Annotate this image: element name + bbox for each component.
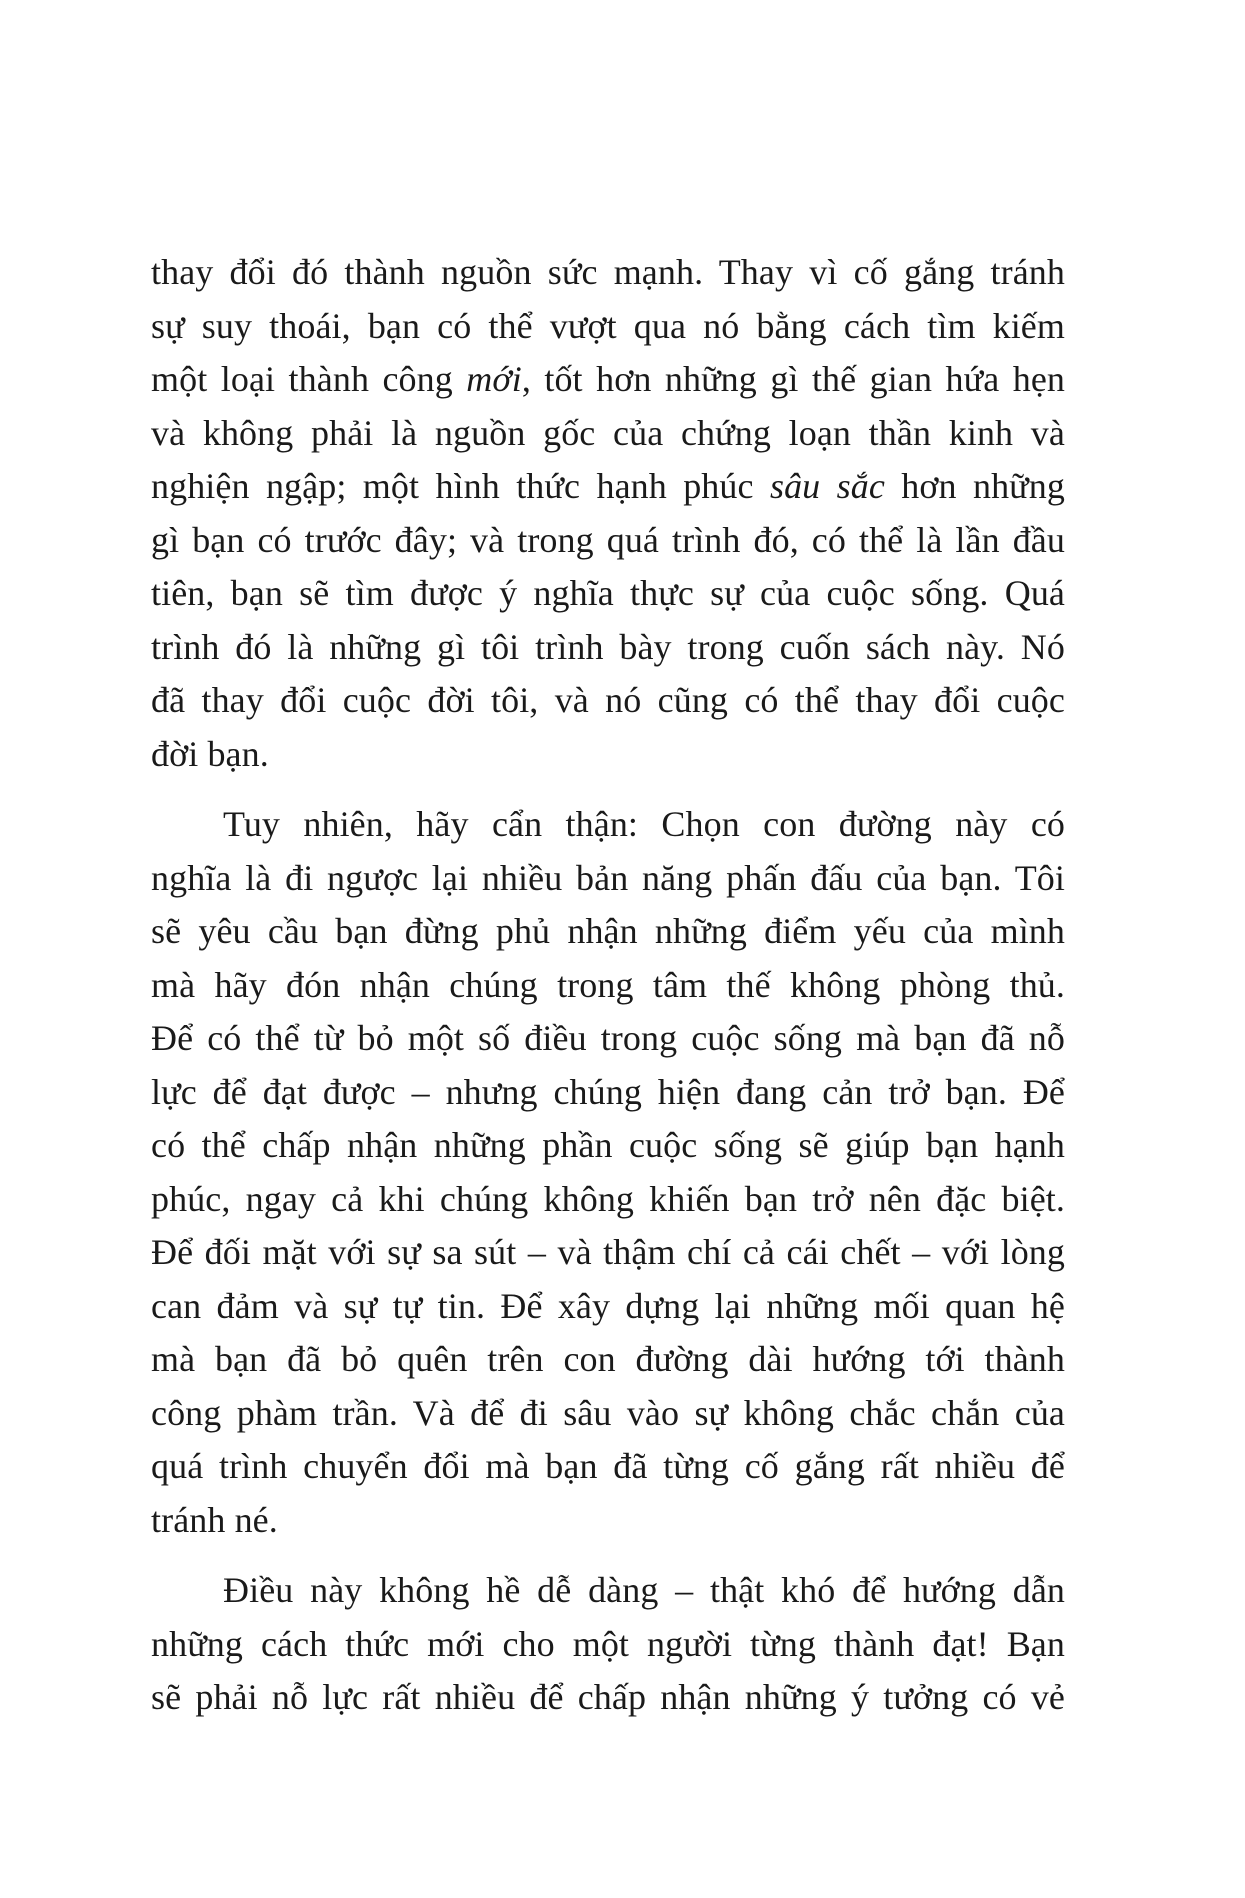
body-text: và không phải là nguồn gốc của chứng loạn thần kinh và [151,412,1065,453]
paragraph [151,798,1065,1547]
text-line [151,353,1065,407]
text-line [151,1119,1065,1173]
body-text: trình đó là những gì tôi trình bày trong cuốn sách này. Nó [151,626,1065,667]
text-line [151,1440,1065,1494]
body-text: sự suy thoái, bạn có thể vượt qua nó bằng cách tìm kiếm [151,305,1065,346]
text-line [151,407,1065,461]
text-line [151,1387,1065,1441]
text-line [151,1618,1065,1672]
body-text: Để có thể từ bỏ một số điều trong cuộc sống mà bạn đã nỗ [151,1018,1065,1058]
body-text: can đảm và sự tự tin. Để xây dựng lại những mối quan hệ [151,1285,1065,1326]
body-text: nghiện ngập; một hình thức hạnh phúc [151,466,770,506]
body-text: hơn những [884,466,1065,506]
body-text: sẽ phải nỗ lực rất nhiều để chấp nhận những ý tưởng có vẻ [151,1677,1065,1717]
text-line [151,300,1065,354]
text-line [151,567,1065,621]
text-line [151,1280,1065,1334]
text-line [151,1494,1065,1548]
text-line [151,1066,1065,1120]
body-text: có thể chấp nhận những phần cuộc sống sẽ giúp bạn hạnh [151,1125,1065,1165]
body-text: tiên, bạn sẽ tìm được ý nghĩa thực sự của cuộc sống. Quá [151,573,1065,613]
body-text: nghĩa là đi ngược lại nhiều bản năng phấn đấu của bạn. Tôi [151,857,1065,898]
text-line [151,959,1065,1013]
italic-text: mới [466,359,522,399]
body-text: đời bạn. [151,733,269,774]
body-text: tránh né. [151,1499,278,1540]
body-text: mà hãy đón nhận chúng trong tâm thế không phòng thủ. [151,964,1065,1005]
body-text: một loại thành công [151,359,467,399]
text-line [151,1173,1065,1227]
text-line [151,621,1065,675]
text-line [151,1564,1065,1618]
text-line [151,674,1065,728]
paragraph [151,1564,1065,1725]
body-text: sẽ yêu cầu bạn đừng phủ nhận những điểm yếu của mình [151,911,1065,951]
body-text: những cách thức mới cho một người từng thành đạt! Bạn [151,1623,1065,1664]
body-text: lực để đạt được – nhưng chúng hiện đang cản trở bạn. Để [151,1071,1065,1112]
body-text: , tốt hơn những gì thế gian hứa hẹn [521,359,1065,399]
body-text: Để đối mặt với sự sa sút – và thậm chí cả cái chết – với lòng [151,1232,1065,1272]
body-text: phúc, ngay cả khi chúng không khiến bạn trở nên đặc biệt. [151,1178,1065,1219]
body-text: thay đổi đó thành nguồn sức mạnh. Thay vì cố gắng tránh [151,252,1065,292]
text-line [151,798,1065,852]
text-line [151,1333,1065,1387]
text-line [151,460,1065,514]
body-text: gì bạn có trước đây; và trong quá trình đó, có thể là lần đầu [151,519,1065,560]
text-line [151,852,1065,906]
text-line [151,1012,1065,1066]
body-text: quá trình chuyển đổi mà bạn đã từng cố gắng rất nhiều để [151,1446,1065,1486]
text-line [151,514,1065,568]
text-line [151,1226,1065,1280]
text-block [151,246,1065,1725]
body-text: đã thay đổi cuộc đời tôi, và nó cũng có thể thay đổi cuộc [151,680,1065,720]
text-line [151,246,1065,300]
italic-text: sâu sắc [769,466,885,506]
text-line [151,1671,1065,1725]
body-text: Tuy nhiên, hãy cẩn thận: Chọn con đường này có [223,804,1065,844]
text-line [151,728,1065,782]
body-text: Điều này không hề dễ dàng – thật khó để hướng dẫn [223,1570,1065,1610]
paragraph [151,246,1065,781]
body-text: mà bạn đã bỏ quên trên con đường dài hướng tới thành [151,1339,1065,1379]
body-text: công phàm trần. Và để đi sâu vào sự không chắc chắn của [151,1392,1065,1433]
text-line [151,905,1065,959]
